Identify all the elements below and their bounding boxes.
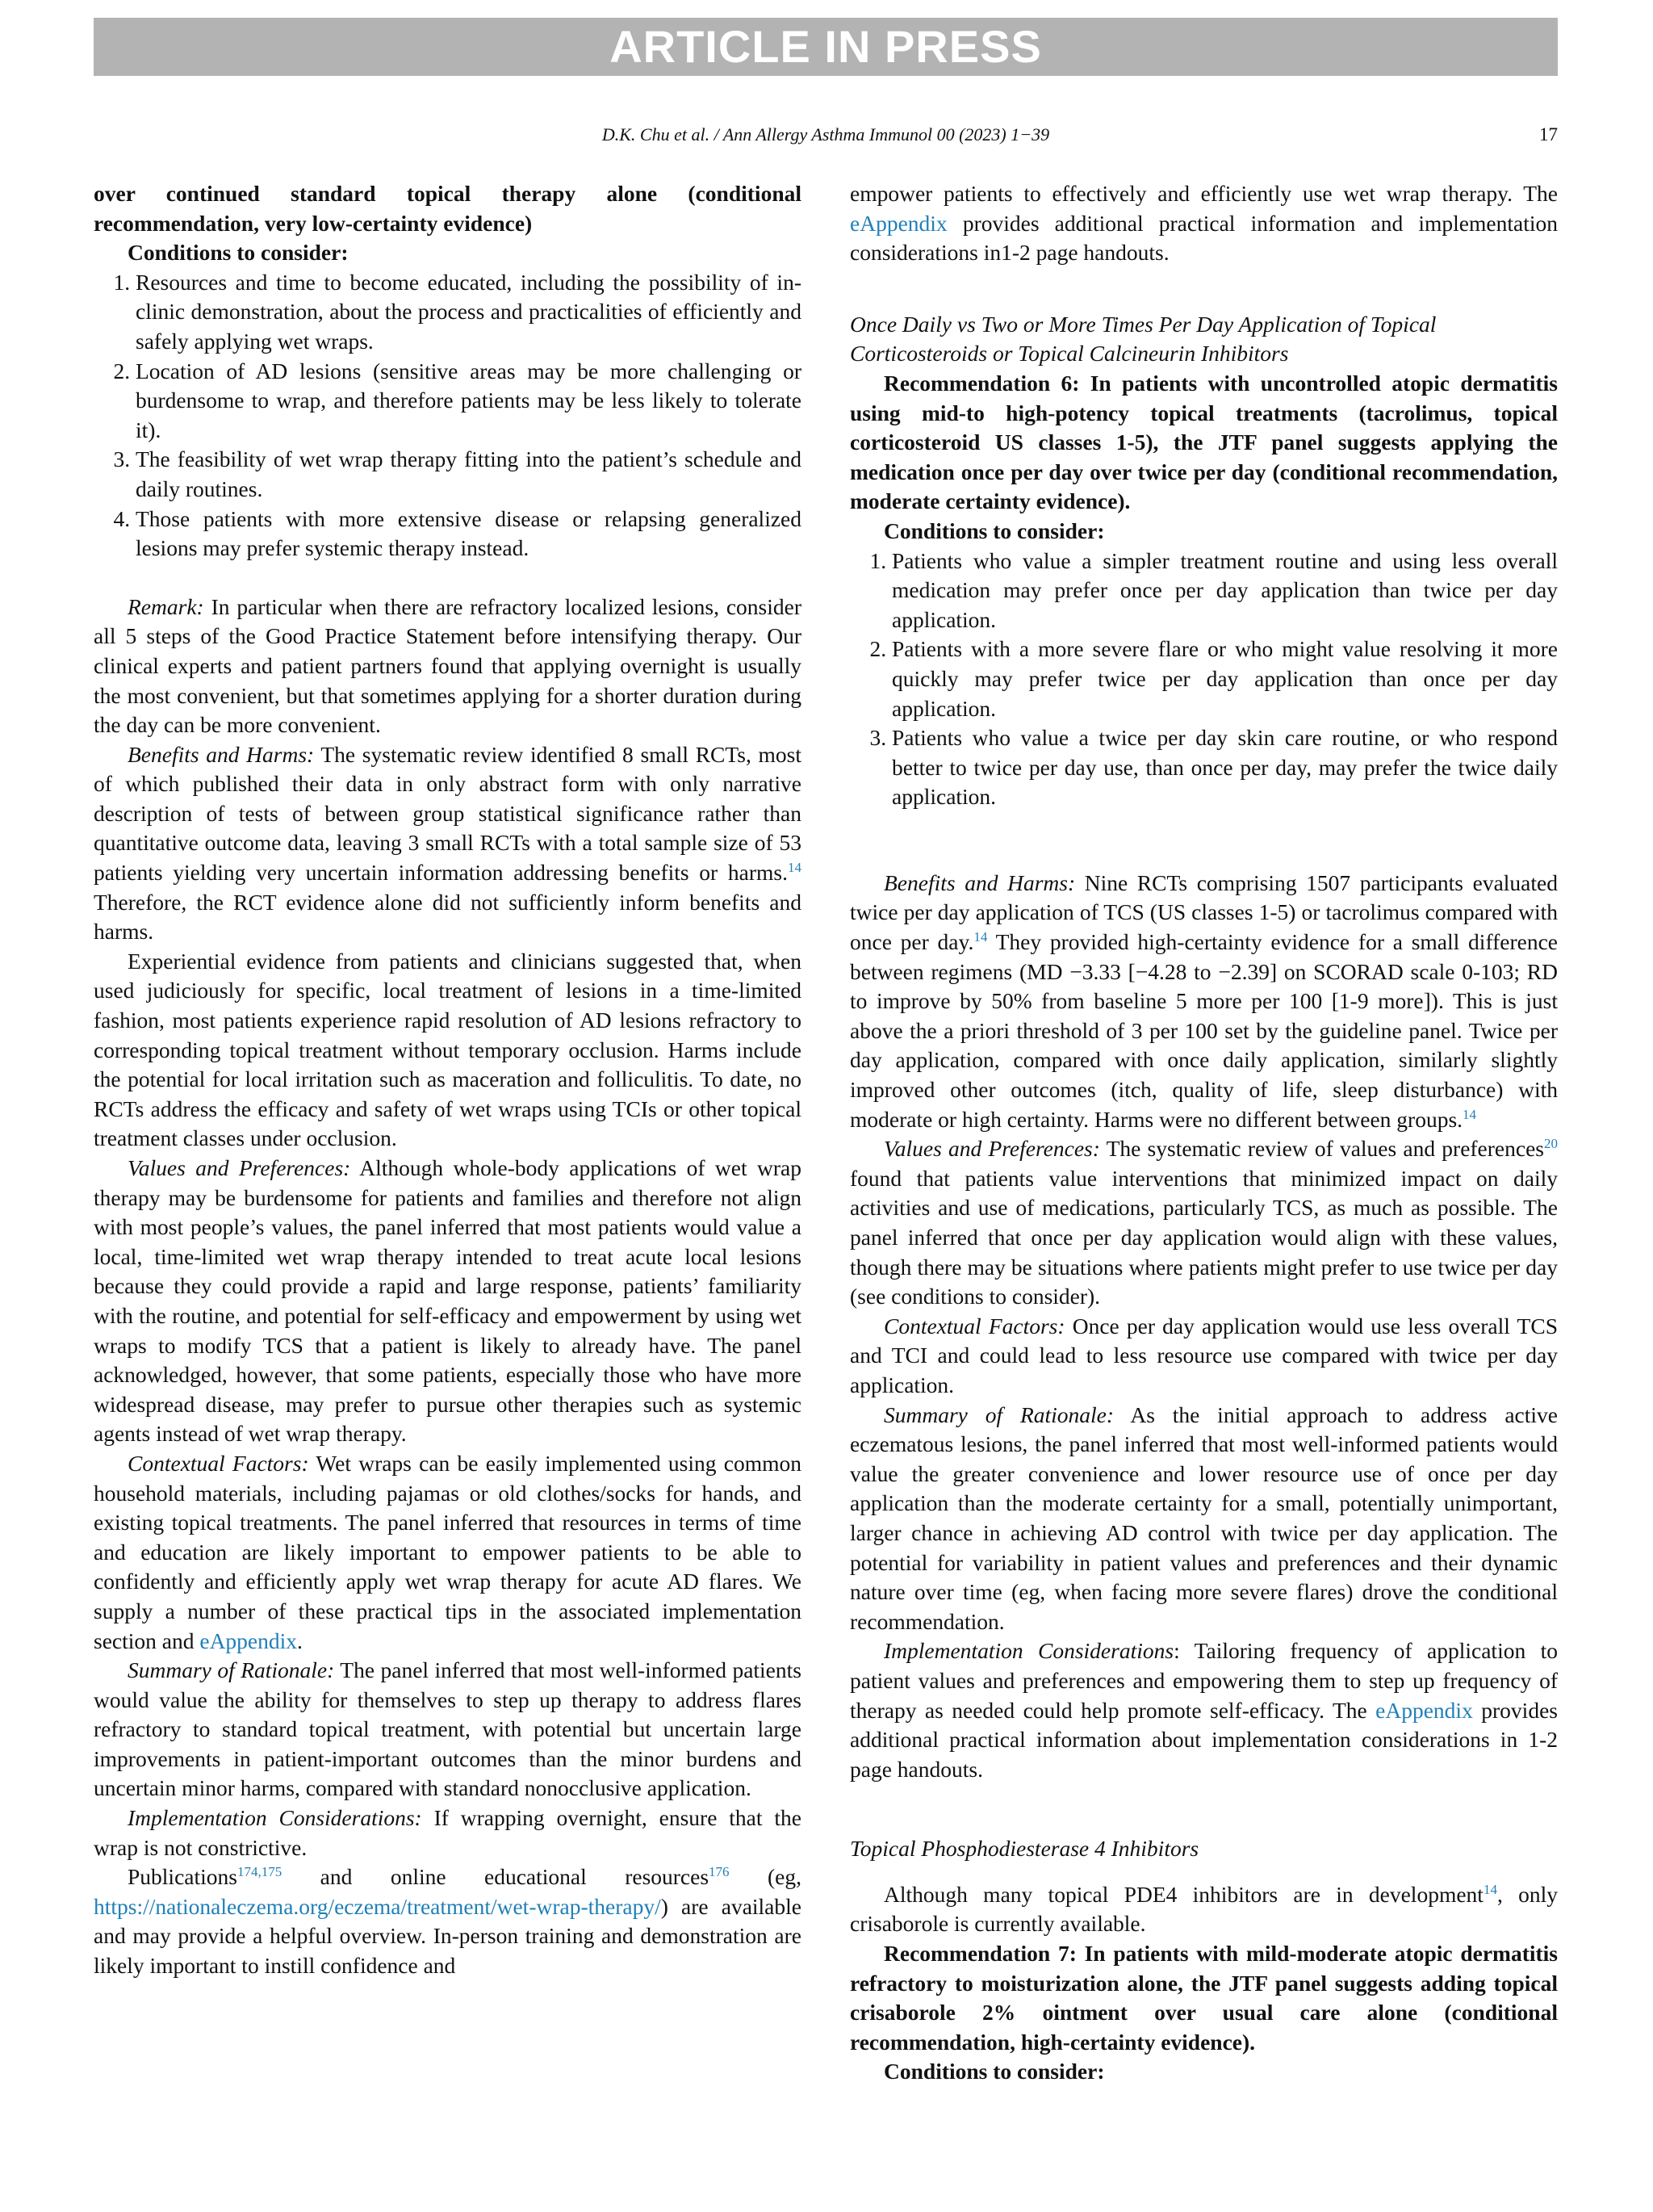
summary-rationale-paragraph: Summary of Rationale: As the initial approach to address active eczematous lesions, the panel inferred that most well-informed patients would value the greater convenience and lower resource use of once per day application than the moderate certainty for a small, potentially unimportant, larger chance in achieving AD control with twice per day application. The potential for variability in patient values and preferences and their dynamic nature over time (eg, when facing more severe flares) drove the conditional recommendation. [850,1401,1558,1634]
conditions-list [94,268,801,563]
citation-link[interactable]: 14 [973,929,988,945]
section-heading: Once Daily vs Two or More Times Per Day Application of Topical Corticosteroids or Topical Calcineurin Inhibitors [850,311,1437,367]
recommendation-tail: over continued standard topical therapy alone (conditional recommendation, very low-certainty evidence) [94,181,801,236]
page-number: 17 [1539,124,1558,145]
publications-paragraph: Publications$^{174,175}$ and online educational resources$^{176}$ (eg, https://nationaleczema.org/eczema/treatment/wet-wrap-therapy/) are available and may provide a helpful overview. In-person training and demonstration are likely important to instill confidence and [94,1864,801,1979]
running-head [94,124,1558,150]
eappendix-link[interactable]: eAppendix [199,1628,298,1653]
conditions-list [850,547,1558,812]
list-item: 4. Those patients with more extensive disease or relapsing generalized lesions may prefer systemic therapy instead. [136,505,801,563]
journal-citation: D.K. Chu et al. / Ann Allergy Asthma Immunol 00 (2023) 1−39 [601,124,1050,145]
list-item: 3. Patients who value a twice per day skin care routine, or who respond better to twice per day use, than once per day, may prefer the twice daily application. [892,723,1558,812]
contextual-factors-paragraph: Contextual Factors: Wet wraps can be easily implemented using common household materials, including pajamas or old clothes/socks for hands, and existing topical treatments. The panel inferred that resources in terms of time and education are likely important to empower patients to be able to confidently and efficiently apply wet wrap therapy for acute AD flares. We supply a number of these practical tips in the associated implementation section and eAppendix. [94,1450,801,1653]
section-heading: Topical Phosphodiesterase 4 Inhibitors [850,1836,1199,1862]
remark-paragraph: Remark: In particular when there are refractory localized lesions, consider all 5 steps of the Good Practice Statement before intensifying therapy. Our clinical experts and patient partners found that applying overnight is usually the most convenient, but that sometimes applying for a shorter duration during the day can be more convenient. [94,593,801,738]
right-column [850,179,1558,2087]
recommendation-6: Recommendation 6: In patients with uncontrolled atopic dermatitis using mid-to high-potency topical treatments (tacrolimus, topical corticosteroid US classes 1-5), the JTF panel suggests applying the medication once per day over twice per day (conditional recommendation, moderate certainty evidence). [850,370,1558,514]
experiential-paragraph: Experiential evidence from patients and clinicians suggested that, when used judiciously for specific, local treatment of lesions in a time-limited fashion, most patients experience rapid resolution of AD lesions refractory to corresponding topical treatment without temporary occlusion. Harms include the potential for local irritation such as maceration and folliculitis. To date, no RCTs address the efficacy and safety of wet wraps using TCIs or other topical treatment classes under occlusion. [94,948,801,1151]
citation-link[interactable]: 176 [709,1864,730,1880]
benefits-harms-paragraph: Benefits and Harms: Nine RCTs comprising 1507 participants evaluated twice per day application of TCS (US classes 1-5) or tacrolimus compared with once per day.$^{14}$ They provided high-certainty evidence for a small difference between regimens (MD −3.33 [−4.28 to −2.39] on SCORAD scale 0-103; RD to improve by 50% from baseline 5 more per 100 [1-9 more]). This is just above the a priori threshold of 3 per 100 set by the guideline panel. Twice per day application, compared with once daily application, similarly slightly improved other outcomes (itch, quality of life, sleep disturbance) with moderate or high certainty. Harms were no different between groups.$^{14}$ [850,869,1558,1132]
pde4-paragraph: Although many topical PDE4 inhibitors are in development$^{14}$, only crisaborole is currently available. [850,1881,1558,1937]
values-preferences-paragraph: Values and Preferences: Although whole-body applications of wet wrap therapy may be burdensome for patients and families and therefore not align with most people’s values, the panel inferred that most patients would value a local, time-limited wet wrap therapy intended to treat acute local lesions because they could provide a rapid and large response, patients’ familiarity with the routine, and potential for self-efficacy and empowerment by using wet wraps to modify TCS that a patient is likely to already have. The panel acknowledged, however, that some patients, especially those who have more widespread disease, may prefer to pursue other therapies such as systemic agents instead of wet wrap therapy. [94,1155,801,1447]
citation-link[interactable]: 14 [1483,1881,1497,1897]
list-item: 2. Patients with a more severe flare or who might value resolving it more quickly may prefer twice per day application than once per day application. [892,635,1558,723]
article-in-press-banner: ARTICLE IN PRESS [94,18,1558,76]
eappendix-link[interactable]: eAppendix [1375,1697,1473,1723]
citation-link[interactable]: 20 [1544,1136,1558,1152]
implementation-paragraph: Implementation Considerations: If wrapping overnight, ensure that the wrap is not constrictive. [94,1805,801,1860]
conditions-heading: Conditions to consider: [884,517,1105,543]
values-preferences-paragraph: Values and Preferences: The systematic review of values and preferences$^{20}$ found that patients value interventions that minimized impact on daily activities and use of medications, particularly TCS, as much as possible. The panel inferred that once per day application would align with these values, though there may be situations where patients might prefer to use twice per day (see conditions to consider). [850,1136,1558,1309]
list-item: 2. Location of AD lesions (sensitive areas may be more challenging or burdensome to wrap, and therefore patients may be less likely to tolerate it). [136,357,801,446]
list-item: 3. The feasibility of wet wrap therapy fitting into the patient’s schedule and daily routines. [136,445,801,504]
list-item: 1. Resources and time to become educated, including the possibility of in-clinic demonstration, about the process and practicalities of efficiently and safely applying wet wraps. [136,268,801,357]
recommendation-7: Recommendation 7: In patients with mild-moderate atopic dermatitis refractory to moisturization alone, the JTF panel suggests adding topical crisaborole 2% ointment over usual care alone (conditional recommendation, high-certainty evidence). [850,1941,1558,2055]
list-item: 1. Patients who value a simpler treatment routine and using less overall medication may prefer once per day application than twice per day application. [892,547,1558,635]
summary-rationale-paragraph: Summary of Rationale: The panel inferred that most well-informed patients would value the ability for themselves to step up therapy to address flares refractory to standard topical treatment, with potential but uncertain large improvements in patient-important outcomes than the minor burdens and uncertain minor harms, compared with standard nonocclusive application. [94,1657,801,1801]
benefits-harms-paragraph: Benefits and Harms: The systematic review identified 8 small RCTs, most of which published their data in only abstract form with only narrative description of tests of between group statistical significance rather than quantitative outcome data, leaving 3 small RCTs with a total sample size of 53 patients yielding very uncertain information addressing benefits or harms.$^{14}$ Therefore, the RCT evidence alone did not sufficiently inform benefits and harms. [94,741,801,945]
continued-paragraph: empower patients to effectively and efficiently use wet wrap therapy. The eAppendix provides additional practical information and implementation considerations in1-2 page handouts. [850,181,1558,266]
citation-link[interactable]: 14 [788,860,801,876]
nationaleczema-url-link[interactable]: https://nationaleczema.org/eczema/treatment/wet-wrap-therapy/ [94,1893,661,1919]
conditions-heading: Conditions to consider: [128,240,349,266]
eappendix-link[interactable]: eAppendix [850,210,948,236]
implementation-paragraph: Implementation Considerations: Tailoring frequency of application to patient values and preferences and empowering them to step up frequency of therapy as needed could help promote self-efficacy. The eAppendix provides additional practical information about implementation considerations in 1-2 page handouts. [850,1638,1558,1782]
conditions-heading: Conditions to consider: [884,2059,1105,2084]
citation-link[interactable]: 14 [1463,1106,1477,1122]
left-column [94,179,801,1981]
citation-link[interactable]: 174,175 [236,1864,282,1880]
contextual-factors-paragraph: Contextual Factors: Once per day application would use less overall TCS and TCI and could lead to less resource use compared with twice per day application. [850,1313,1558,1397]
